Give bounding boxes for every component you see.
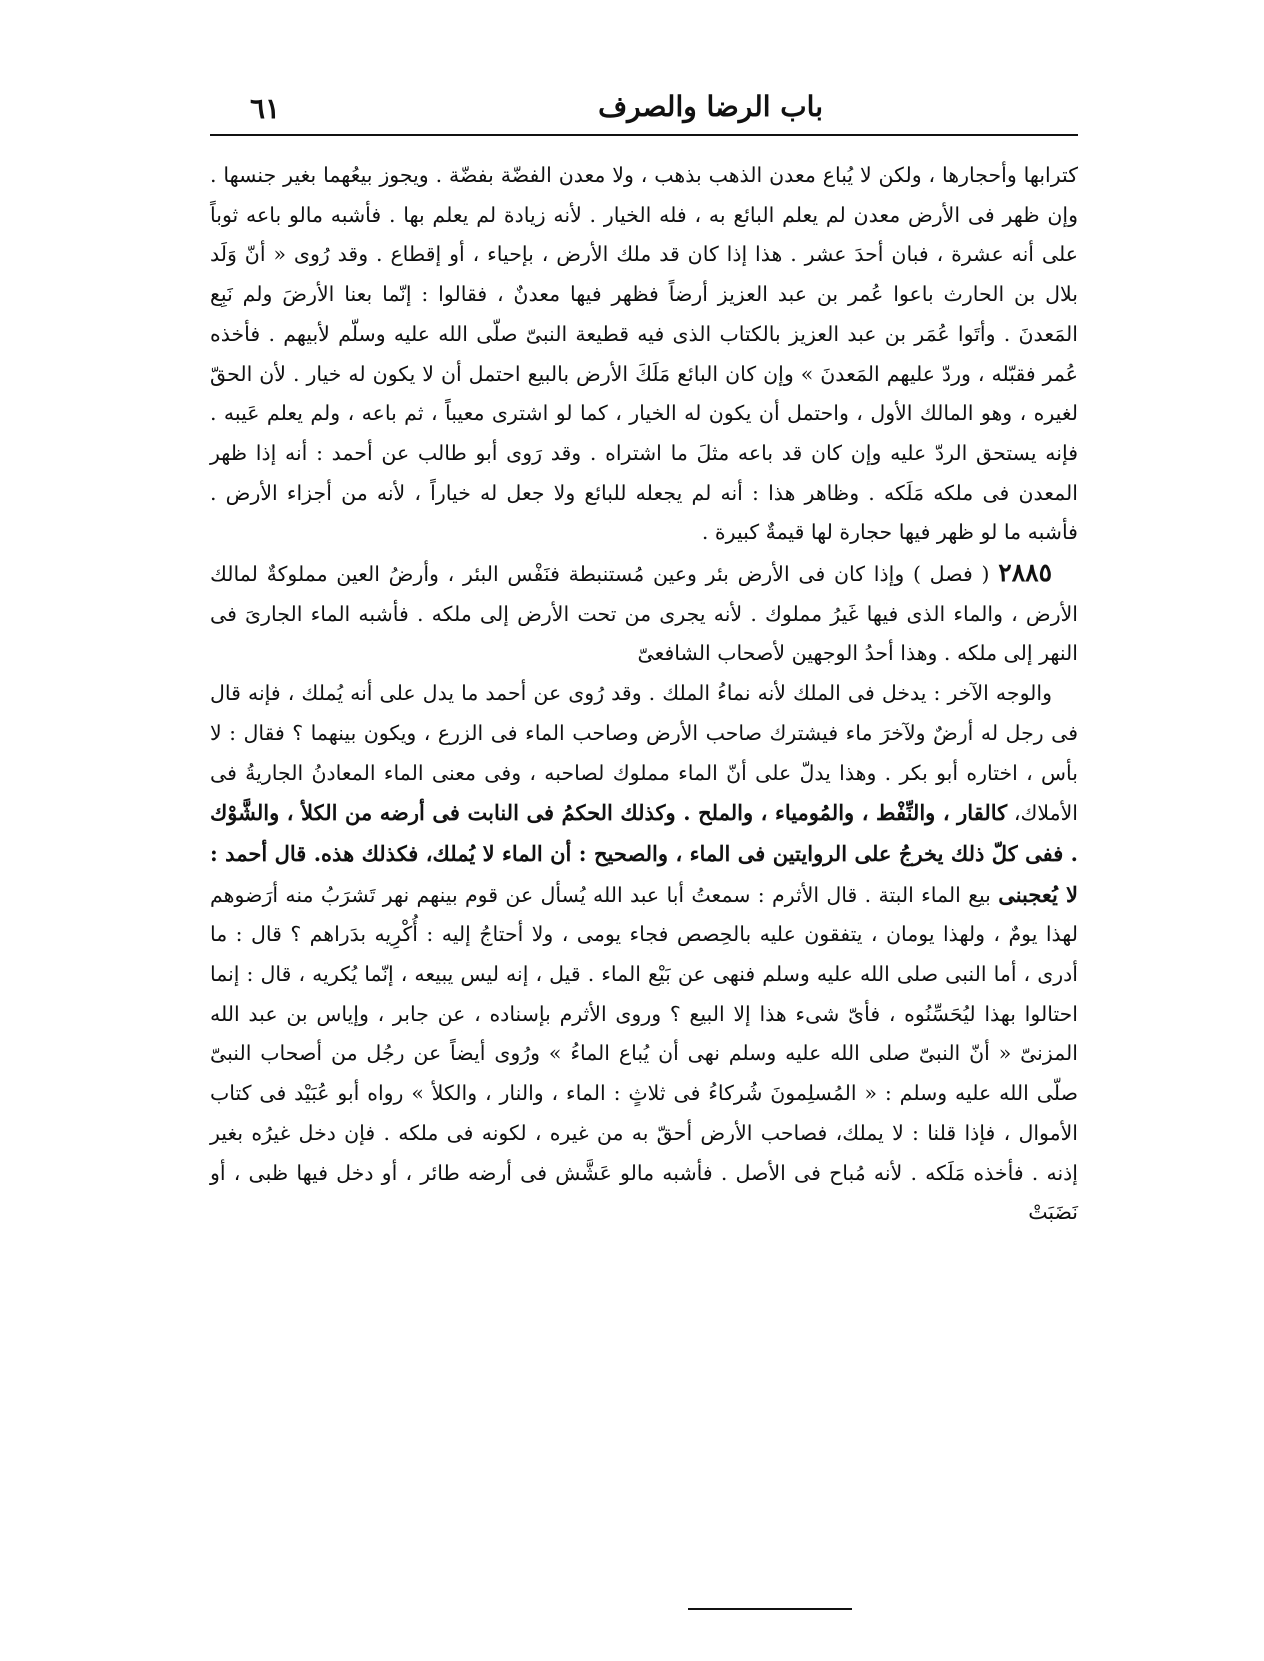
paragraph-3-text: والوجه الآخر : يدخل فى الملك لأنه نماءُ الملك . وقد رُوى عن أحمد ما يدل على أنه يُملك ، فإنه قال فى رجل له أرضٌ ولآخرَ ماء فيشترك صاحب الأرض وصاحب الماء فى الزرع ، ويكون بينهما ؟ فقال : لا بأس ، اختاره أبو بكر . وهذا يدلّ على أنّ الماء مملوك لصاحبه ، وفى معنى الماء المعادنُ الجاريةُ فى الأملاك، [210,681,1078,826]
paragraph-1: كترابها وأحجارها ، ولكن لا يُباع معدن الذهب بذهب ، ولا معدن الفضّة بفضّة . ويجوز بيعُهما بغير جنسها . وإن ظهر فى الأرض معدن لم يعلم البائع به ، فله الخيار . لأنه زيادة لم يعلم بها . فأشبه مالو باعه ثوباً على أنه عشرة ، فبان أحدَ عشر . هذا إذا كان قد ملك الأرض ، بإحياء ، أو إقطاع . وقد رُوى « أنّ وَلَد بلال بن الحارث باعوا عُمر بن عبد العزيز أرضاً فظهر فيها معدنٌ ، فقالوا : إنّما بعنا الأرضَ ولم نَبِع المَعدنَ . وأتَوا عُمَر بن عبد العزيز بالكتاب الذى فيه قطيعة النبىّ صلّى الله عليه وسلّم لأبيهم . فأخذه عُمر فقبّله ، وردّ عليهم المَعدنَ » وإن كان البائع مَلَكَ الأرض بالبيع احتمل أن لا يكون له خيار . لأن الحقّ لغيره ، وهو المالك الأول ، واحتمل أن يكون له الخيار ، كما لو اشترى معيباً ، ثم باعه ، ولم يعلم عَيبه . فإنه يستحق الردّ عليه وإن كان قد باعه مثلَ ما اشتراه . وقد رَوى أبو طالب عن أحمد : أنه إذا ظهر المعدن فى ملكه مَلَكه . وظاهر هذا : أنه لم يجعله للبائع ولا جعل له خياراً ، لأنه من أجزاء الأرض . فأشبه ما لو ظهر فيها حجارة لها قيمةٌ كبيرة . [210,163,1078,545]
header-divider [210,134,1078,136]
chapter-title: باب الرضا والصرف [598,90,823,123]
paragraph-2-text: ( فصل ) وإذا كان فى الأرض بئر وعين مُستنبطة فنَفْس البئر ، وأرضُ العين مملوكةٌ لمالك الأرض ، والماء الذى فيها غَيرُ مملوك . لأنه يجرى من تحت الأرض إلى ملكه . فأشبه الماء الجارىَ فى النهر إلى ملكه . وهذا أحدُ الوجهين لأصحاب الشافعىّ [210,562,1078,666]
page-number: ٦١ [250,92,281,125]
page-body [210,156,1078,1233]
footer-divider [688,1608,852,1610]
paragraph-3-continuation: بيع الماء البتة . قال الأثرم : سمعتُ أبا عبد الله يُسأل عن قوم بينهم نهر تَشرَبُ منه أرَضوهم لهذا يومٌ ، ولهذا يومان ، يتفقون عليه بالحِصص فجاء يومى ، ولا أحتاجُ إليه : أُكْرِيه بدَراهم ؟ قال : ما أدرى ، أما النبى صلى الله عليه وسلم فنهى عن بَيْع الماء . قيل ، إنه ليس يبيعه ، إنّما يُكريه ، قال : إنما احتالوا بهذا ليُحَسِّنُوه ، فأىّ شىء هذا إلا البيع ؟ وروى الأثرم بإسناده ، عن جابر ، وإياس بن عبد الله المزنىّ « أنّ النبىّ صلى الله عليه وسلم نهى أن يُباع الماءُ » ورُوى أيضاً عن رجُل من أصحاب النبىّ صلّى الله عليه وسلم : « المُسلِمونَ شُركاءُ فى ثلاثٍ : الماء ، والنار ، والكلأ » رواه أبو عُبَيْد فى كتاب الأموال ، فإذا قلنا : لا يملك، فصاحب الأرض أحقّ به من غيره ، لكونه فى ملكه . فإن دخل غيرُه بغير إذنه . فأخذه مَلَكه . لأنه مُباح فى الأصل . فأشبه مالو عَشَّش فى أرضه طائر ، أو دخل فيها ظبى ، أو نَضَبَتْ [210,882,1078,1225]
section-number: ٢٨٨٥ [998,558,1052,588]
paragraph-3-bold-text: كالقار ، والنِّفْط ، والمُومياء ، والملح . وكذلك الحكمُ فى النابت فى أرضه من الكلأ ، والشَّوْك . ففى كلّ ذلك يخرجُ على الروايتين فى الماء ، والصحيح : أن الماء لا يُملك، فكذلك هذه. قال أحمد : لا يُعجبنى [210,800,1078,907]
page-header [210,86,1078,130]
paragraph-3 [210,674,1078,1233]
paragraph-2 [210,553,1078,674]
